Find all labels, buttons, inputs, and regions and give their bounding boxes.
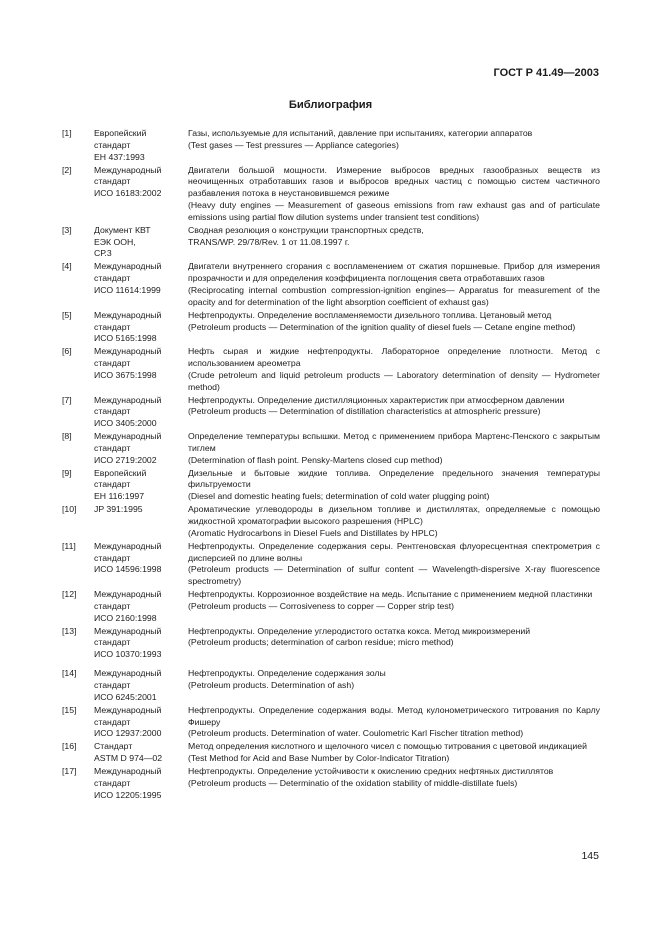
bibliography-entry	[62, 261, 600, 308]
entry-number: [5]	[62, 309, 72, 320]
entry-source	[94, 541, 188, 588]
entry-description	[188, 128, 600, 164]
description-russian: Нефтепродукты. Определение содержания золы	[188, 668, 386, 679]
source-line: стандарт	[94, 406, 131, 417]
source-line: Международный	[94, 309, 162, 320]
source-line: стандарт	[94, 442, 131, 453]
entry-source	[94, 431, 188, 467]
source-line: Международный	[94, 540, 162, 551]
description-russian: Нефтепродукты. Коррозионное воздействие на медь. Испытание с применением медной пластинки	[188, 589, 593, 600]
source-line: ASTM D 974—02	[94, 753, 163, 764]
entry-source	[94, 261, 188, 308]
source-line: стандарт	[94, 637, 131, 648]
description-english: (Test Method for Acid and Base Number by Color-Indicator Titration)	[188, 753, 450, 764]
source-line: ИСО 2160:1998	[94, 612, 157, 623]
entry-number: [1]	[62, 128, 72, 138]
entry-source	[94, 165, 188, 224]
description-english: (Petroleum products — Determination of the ignition quality of diesel fuels — Cetane engine method)	[188, 321, 576, 332]
description-russian: Нефтепродукты. Определение устойчивости к окислению средних нефтяных дистиллятов	[188, 765, 554, 776]
entry-description	[188, 165, 600, 224]
bibliography-entry	[62, 128, 600, 164]
description-russian: Двигатели большой мощности. Измерение выбросов вредных газообразных веществ из неочищенных отработавших газов и выбросов вредных частиц с помощью систем частичного разбавления потока в неустановившемся режиме	[188, 164, 600, 199]
entry-description	[188, 310, 600, 346]
description-english: (Diesel and domestic heating fuels; determination of cold water plugging point)	[188, 491, 490, 502]
entry-description	[188, 668, 600, 704]
source-line: стандарт	[94, 358, 131, 369]
description-english: (Reciprocating internal combustion compression-ignition engines— Apparatus for measurement of the opacity and for determination of the light absorption coefficient of exhaust gas)	[188, 284, 600, 307]
description-russian: Сводная резолюция о конструкции транспортных средств,	[188, 224, 424, 235]
source-line: Международный	[94, 765, 162, 776]
entry-source	[94, 225, 188, 261]
entry-number: [7]	[62, 394, 72, 405]
entry-number: [13]	[62, 625, 77, 636]
source-line: стандарт	[94, 273, 131, 284]
description-russian: Дизельные и бытовые жидкие топлива. Определение предельного значения температуры фильтруемости	[188, 467, 600, 490]
description-english: (Petroleum products. Determination of water. Coulometric Karl Fischer titration method)	[188, 728, 524, 739]
standard-code-header: ГОСТ Р 41.49—2003	[493, 67, 599, 79]
bibliography-entry	[62, 468, 600, 504]
source-line: стандарт	[94, 479, 131, 490]
source-line: JP 391:1995	[94, 504, 143, 515]
source-line: Международный	[94, 346, 162, 357]
source-line: стандарт	[94, 716, 131, 727]
bibliography-entry	[62, 626, 600, 662]
source-line: Стандарт	[94, 741, 133, 752]
source-line: стандарт	[94, 679, 131, 690]
entry-description	[188, 705, 600, 741]
description-russian: Нефтепродукты. Определение содержания серы. Рентгеновская флуоресцентная спектрометрия с дисперсией по длине волны	[188, 540, 600, 563]
source-line: Международный	[94, 261, 162, 272]
entry-number: [11]	[62, 540, 76, 551]
source-line: Европейский	[94, 467, 147, 478]
entry-number: [3]	[62, 224, 72, 235]
source-line: Международный	[94, 625, 162, 636]
entry-number: [6]	[62, 346, 72, 357]
source-line: ИСО 11614:1999	[94, 284, 161, 295]
entry-source	[94, 346, 188, 393]
source-line: Международный	[94, 431, 162, 442]
description-english: (Crude petroleum and liquid petroleum products — Laboratory determination of density — Hydrometer method)	[188, 369, 600, 392]
description-russian: Нефтепродукты. Определение содержания воды. Метод кулонометрического титрования по Карлу Фишеру	[188, 704, 600, 727]
description-english: (Heavy duty engines — Measurement of gaseous emissions from raw exhaust gas and of particulate emissions using partial flow dilution systems under transient test conditions)	[188, 200, 600, 222]
description-english: (Aromatic Hydrocarbons in Diesel Fuels and Distillates by HPLC)	[188, 527, 438, 538]
entry-number: [10]	[62, 504, 77, 515]
entry-source	[94, 128, 188, 164]
entry-source	[94, 589, 188, 625]
source-line: Международный	[94, 164, 162, 175]
description-russian: Ароматические углеводороды в дизельном топливе и дистиллятах, определяемые с помощью жидкостной хроматографии высокого разрешения (HPLC)	[188, 504, 600, 526]
source-line: ИСО 16183:2002	[94, 188, 162, 199]
bibliography-entry	[62, 431, 600, 467]
description-russian: Двигатели внутреннего сгорания с воспламенением от сжатия поршневые. Прибор для измерения прозрачности и для определения коэффициента поглощения света отработавших газов	[188, 261, 600, 284]
bibliography-entry	[62, 225, 600, 261]
entry-number: [8]	[62, 431, 72, 442]
description-english: (Petroleum products — Determination of distillation characteristics at atmospheric pressure)	[188, 406, 541, 417]
entry-description	[188, 589, 600, 625]
source-line: Европейский	[94, 128, 147, 138]
entry-description	[188, 541, 600, 588]
bibliography-entry	[62, 165, 600, 224]
bibliography-entry	[62, 741, 600, 765]
entry-source	[94, 626, 188, 662]
entry-description	[188, 741, 600, 765]
source-line: ЕН 437:1993	[94, 151, 145, 162]
source-line: Международный	[94, 668, 162, 679]
entry-number: [2]	[62, 164, 72, 175]
source-line: стандарт	[94, 552, 131, 563]
source-line: ИСО 12937:2000	[94, 728, 162, 739]
description-english: (Petroleum products. Determination of ash)	[188, 679, 355, 690]
description-english: (Determination of flash point. Pensky-Martens closed cup method)	[188, 454, 443, 465]
source-line: стандарт	[94, 777, 131, 788]
entry-description	[188, 766, 600, 802]
source-line: ИСО 2719:2002	[94, 454, 157, 465]
source-line: стандарт	[94, 176, 131, 187]
source-line: стандарт	[94, 139, 131, 150]
entry-source	[94, 310, 188, 346]
source-line: ИСО 10370:1993	[94, 649, 162, 660]
page-number: 145	[581, 850, 599, 862]
entry-number: [4]	[62, 261, 72, 272]
source-line: ЕЭК ООН,	[94, 236, 136, 247]
entry-source	[94, 766, 188, 802]
entry-source	[94, 741, 188, 765]
entry-source	[94, 705, 188, 741]
bibliography-entry	[62, 766, 600, 802]
source-line: стандарт	[94, 321, 131, 332]
bibliography-list	[62, 128, 600, 802]
bibliography-entry	[62, 346, 600, 393]
source-line: Международный	[94, 589, 162, 600]
entry-source	[94, 668, 188, 704]
entry-description	[188, 626, 600, 662]
entry-number: [17]	[62, 765, 77, 776]
description-english: (Petroleum products — Corrosiveness to copper — Copper strip test)	[188, 600, 455, 611]
entry-description	[188, 431, 600, 467]
entry-number: [12]	[62, 589, 77, 600]
source-line: ИСО 5165:1998	[94, 333, 157, 344]
entry-description	[188, 346, 600, 393]
description-russian: Нефтепродукты. Определение воспламеняемости дизельного топлива. Цетановый метод	[188, 309, 552, 320]
description-russian: Газы, используемые для испытаний, давление при испытаниях, категории аппаратов	[188, 128, 533, 138]
bibliography-entry	[62, 310, 600, 346]
bibliography-entry	[62, 705, 600, 741]
description-russian: Нефтепродукты. Определение углеродистого остатка кокса. Метод микроизмерений	[188, 625, 531, 636]
entry-number: [14]	[62, 668, 77, 679]
description-russian: Метод определения кислотного и щелочного чисел с помощью титрования с цветовой индикацией	[188, 741, 587, 752]
source-line: ИСО 6245:2001	[94, 691, 157, 702]
description-russian: Определение температуры вспышки. Метод с применением прибора Мартенс-Пенского с закрытым тиглем	[188, 431, 600, 453]
entry-source	[94, 468, 188, 504]
description-line: TRANS/WP. 29/78/Rev. 1 от 11.08.1997 г.	[188, 236, 350, 247]
source-line: Документ КВТ	[94, 224, 151, 235]
description-english: (Petroleum products — Determination of sulfur content — Wavelength-dispersive X-ray fluorescence spectrometry)	[188, 564, 600, 587]
source-line: ИСО 3405:2000	[94, 418, 157, 429]
description-russian: Нефтепродукты. Определение дистилляционных характеристик при атмосферном давлении	[188, 394, 565, 405]
page-title: Библиография	[288, 99, 373, 111]
source-line: стандарт	[94, 600, 131, 611]
description-english: (Test gases — Test pressures — Appliance categories)	[188, 139, 399, 150]
bibliography-entry	[62, 541, 600, 588]
entry-description	[188, 261, 600, 308]
bibliography-entry	[62, 395, 600, 431]
source-line: Международный	[94, 394, 162, 405]
entry-number: [9]	[62, 467, 72, 478]
entry-number: [16]	[62, 741, 77, 752]
description-russian: Нефть сырая и жидкие нефтепродукты. Лабораторное определение плотности. Метод с использованием ареометра	[188, 346, 600, 369]
entry-description	[188, 395, 600, 431]
source-line: СР.3	[94, 248, 112, 259]
entry-source	[94, 395, 188, 431]
bibliography-entry	[62, 589, 600, 625]
bibliography-entry	[62, 668, 600, 704]
description-english: (Petroleum products; determination of carbon residue; micro method)	[188, 637, 454, 648]
description-english: (Petroleum products — Determinatio of the oxidation stability of middle-distillate fuels)	[188, 777, 518, 788]
entry-number: [15]	[62, 704, 77, 715]
entry-description	[188, 225, 600, 261]
source-line: ЕН 116:1997	[94, 491, 145, 502]
entry-source	[94, 504, 188, 540]
source-line: ИСО 12205:1995	[94, 789, 162, 800]
source-line: Международный	[94, 704, 162, 715]
entry-description	[188, 504, 600, 540]
source-line: ИСО 3675:1998	[94, 369, 157, 380]
source-line: ИСО 14596:1998	[94, 564, 162, 575]
entry-description	[188, 468, 600, 504]
bibliography-entry	[62, 504, 600, 540]
